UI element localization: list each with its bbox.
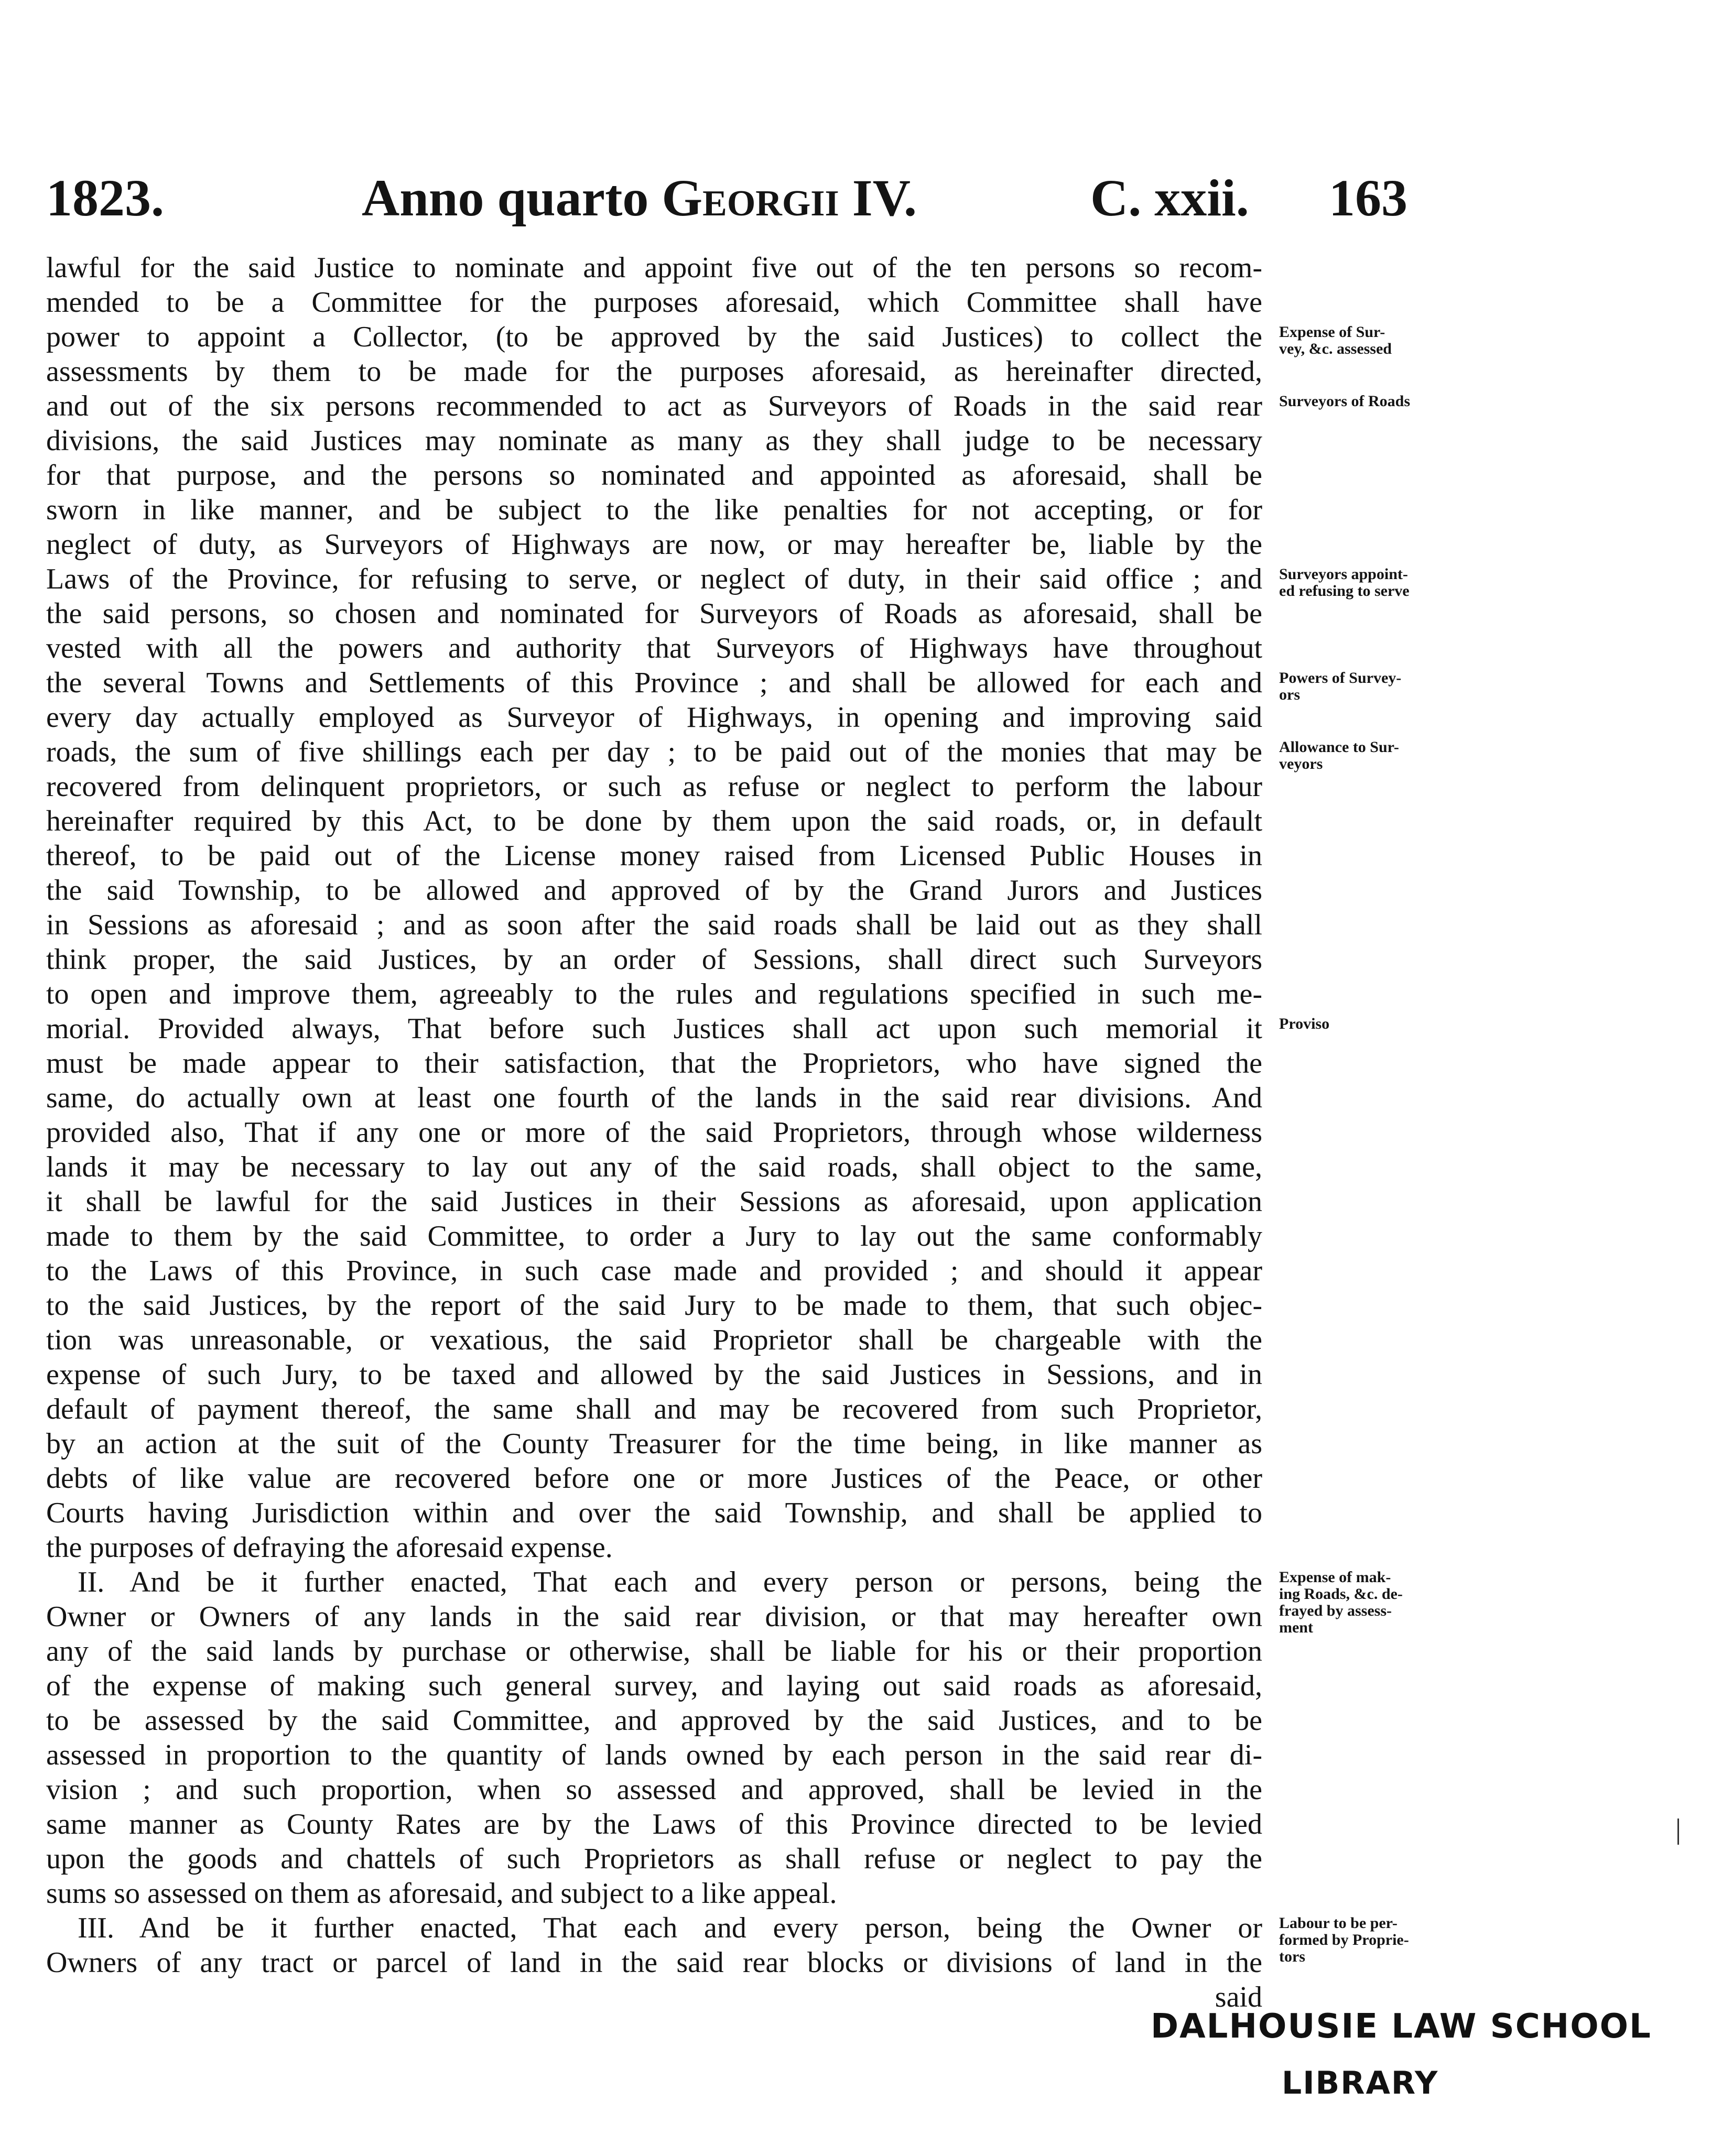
stamp-line-2: LIBRARY <box>1282 2065 1439 2101</box>
stamp-line-1: DALHOUSIE LAW SCHOOL <box>1151 2007 1652 2046</box>
margin-note-line: ment <box>1279 1619 1313 1636</box>
margin-note-line: Labour to be per- <box>1279 1914 1398 1932</box>
text-line: recovered from delinquent proprietors, or such as refuse or neglect to perform the labour <box>46 770 1262 803</box>
text-line: to open and improve them, agreeably to the rules and regulations specified in such me- <box>46 978 1262 1010</box>
margin-mark <box>1677 1819 1679 1845</box>
text-line: the said Township, to be allowed and approved of by the Grand Jurors and Justices <box>46 874 1262 907</box>
text-line: the several Towns and Settlements of this Province ; and shall be allowed for each and <box>46 667 1262 699</box>
text-line: sworn in like manner, and be subject to the like penalties for not accepting, or for <box>46 494 1262 526</box>
text-line: power to appoint a Collector, (to be approved by the said Justices) to collect the <box>46 321 1262 353</box>
text-line: provided also, That if any one or more of the said Proprietors, through whose wilderness <box>46 1116 1262 1149</box>
text-line: same manner as County Rates are by the Laws of this Province directed to be levied <box>46 1808 1262 1841</box>
margin-note-line: vey, &c. assessed <box>1279 340 1392 357</box>
text-line: to the said Justices, by the report of the said Jury to be made to them, that such objec- <box>46 1289 1262 1322</box>
text-line: lands it may be necessary to lay out any of the said roads, shall object to the same, <box>46 1151 1262 1183</box>
margin-note-line: Expense of Sur- <box>1279 323 1385 341</box>
margin-note-line: frayed by assess- <box>1279 1602 1392 1619</box>
margin-note-line: ors <box>1279 686 1300 703</box>
margin-note <box>1279 566 1489 600</box>
text-line: every day actually employed as Surveyor of Highways, in opening and improving said <box>46 701 1262 734</box>
margin-note <box>1279 1569 1489 1636</box>
header-title <box>362 168 917 228</box>
text-line: sums so assessed on them as aforesaid, and subject to a like appeal. <box>46 1877 837 1910</box>
margin-note-line: ed refusing to serve <box>1279 582 1410 600</box>
text-line: debts of like value are recovered before one or more Justices of the Peace, or other <box>46 1462 1262 1495</box>
text-line: mended to be a Committee for the purposes aforesaid, which Committee shall have <box>46 286 1262 319</box>
header-title-suffix: IV. <box>839 169 917 227</box>
header-title-prefix: Anno quarto <box>362 169 662 227</box>
text-line: by an action at the suit of the County Treasurer for the time being, in like manner as <box>46 1428 1262 1460</box>
text-line: default of payment thereof, the same shall and may be recovered from such Proprietor, <box>46 1393 1262 1425</box>
text-line: Laws of the Province, for refusing to serve, or neglect of duty, in their said office ; and <box>46 563 1262 595</box>
text-line: divisions, the said Justices may nominate as many as they shall judge to be necessary <box>46 424 1262 457</box>
text-line: any of the said lands by purchase or otherwise, shall be liable for his or their proportion <box>46 1635 1262 1668</box>
margin-note-line: Proviso <box>1279 1015 1330 1032</box>
margin-note <box>1279 670 1489 703</box>
text-line: assessments by them to be made for the purposes aforesaid, as hereinafter directed, <box>46 355 1262 388</box>
text-line: II. And be it further enacted, That each and every person or persons, being the <box>78 1566 1262 1598</box>
text-line: made to them by the said Committee, to order a Jury to lay out the same conformably <box>46 1220 1262 1253</box>
text-line: vision ; and such proportion, when so assessed and approved, shall be levied in the <box>46 1773 1262 1806</box>
margin-note-line: Surveyors of Roads <box>1279 393 1411 410</box>
text-line: expense of such Jury, to be taxed and allowed by the said Justices in Sessions, and in <box>46 1358 1262 1391</box>
text-line: in Sessions as aforesaid ; and as soon after the said roads shall be laid out as they shall <box>46 909 1262 941</box>
header-page-number: 163 <box>1329 169 1407 227</box>
text-line: the purposes of defraying the aforesaid expense. <box>46 1531 613 1564</box>
text-line: same, do actually own at least one fourth of the lands in the said rear divisions. And <box>46 1082 1262 1114</box>
header-title-name: Georgii <box>662 169 839 227</box>
margin-note <box>1279 1016 1489 1032</box>
text-line: said <box>1215 1981 1262 2013</box>
text-line: and out of the six persons recommended to act as Surveyors of Roads in the said rear <box>46 390 1262 422</box>
text-line: of the expense of making such general survey, and laying out said roads as aforesaid, <box>46 1670 1262 1702</box>
margin-note-line: formed by Proprie- <box>1279 1931 1409 1948</box>
text-line: Owners of any tract or parcel of land in the said rear blocks or divisions of land in the <box>46 1946 1262 1979</box>
margin-note <box>1279 1915 1489 1965</box>
margin-note-line: Surveyors appoint- <box>1279 565 1408 583</box>
margin-note-line: Expense of mak- <box>1279 1569 1391 1586</box>
margin-note-line: tors <box>1279 1948 1305 1965</box>
text-line: the said persons, so chosen and nominated for Surveyors of Roads as aforesaid, shall be <box>46 597 1262 630</box>
margin-note-line: Allowance to Sur- <box>1279 738 1399 756</box>
margin-note <box>1279 393 1489 410</box>
header-year: 1823. <box>46 169 164 227</box>
text-line: must be made appear to their satisfaction, that the Proprietors, who have signed the <box>46 1047 1262 1080</box>
text-line: assessed in proportion to the quantity of lands owned by each person in the said rear di- <box>46 1739 1262 1771</box>
text-line: roads, the sum of five shillings each per day ; to be paid out of the monies that may be <box>46 736 1262 768</box>
header-chapter: C. xxii. <box>1090 169 1249 227</box>
margin-note-line: Powers of Survey- <box>1279 669 1402 687</box>
text-line: III. And be it further enacted, That each and every person, being the Owner or <box>78 1912 1262 1944</box>
text-line: to the Laws of this Province, in such case made and provided ; and should it appear <box>46 1255 1262 1287</box>
text-line: tion was unreasonable, or vexatious, the said Proprietor shall be chargeable with the <box>46 1324 1262 1356</box>
body-text <box>46 251 1262 2015</box>
text-line: for that purpose, and the persons so nominated and appointed as aforesaid, shall be <box>46 459 1262 492</box>
margin-note-line: ing Roads, &c. de- <box>1279 1585 1403 1603</box>
text-line: hereinafter required by this Act, to be done by them upon the said roads, or, in default <box>46 805 1262 837</box>
text-line: Owner or Owners of any lands in the said rear division, or that may hereafter own <box>46 1600 1262 1633</box>
text-line: it shall be lawful for the said Justices in their Sessions as aforesaid, upon application <box>46 1185 1262 1218</box>
text-line: vested with all the powers and authority that Surveyors of Highways have throughout <box>46 632 1262 665</box>
text-line: thereof, to be paid out of the License money raised from Licensed Public Houses in <box>46 840 1262 872</box>
text-line: lawful for the said Justice to nominate and appoint five out of the ten persons so recom- <box>46 252 1262 284</box>
text-line: morial. Provided always, That before such Justices shall act upon such memorial it <box>46 1012 1262 1045</box>
text-line: to be assessed by the said Committee, and approved by the said Justices, and to be <box>46 1704 1262 1737</box>
margin-note <box>1279 739 1489 772</box>
text-line: upon the goods and chattels of such Proprietors as shall refuse or neglect to pay the <box>46 1843 1262 1875</box>
margin-note-line: veyors <box>1279 755 1323 772</box>
text-line: neglect of duty, as Surveyors of Highways are now, or may hereafter be, liable by the <box>46 528 1262 561</box>
text-line: think proper, the said Justices, by an order of Sessions, shall direct such Surveyors <box>46 943 1262 976</box>
margin-note <box>1279 324 1489 357</box>
running-header <box>42 157 1457 231</box>
text-line: Courts having Jurisdiction within and over the said Township, and shall be applied to <box>46 1497 1262 1529</box>
